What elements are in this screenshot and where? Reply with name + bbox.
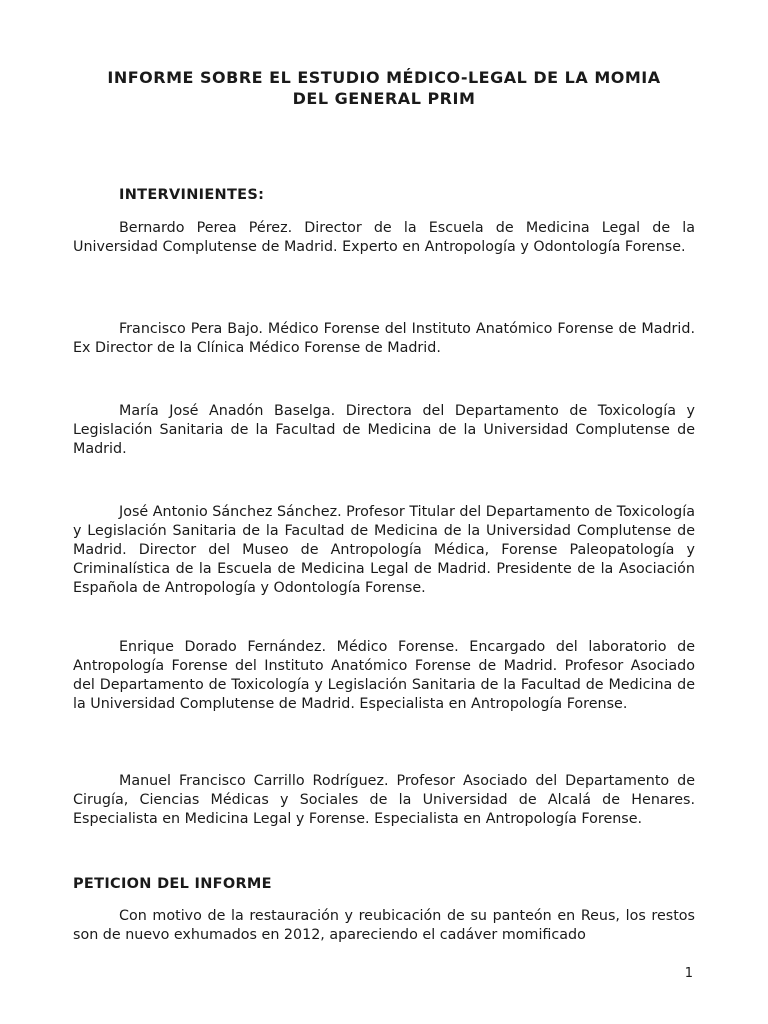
participant-paragraph: Manuel Francisco Carrillo Rodríguez. Profesor Asociado del Departamento de Cirugía, Ciencias Médicas y Sociales de la Universidad de Alcalá de Henares. Especialista en Medicina Legal y Forense. Especialista en Antropología Forense. xyxy=(73,773,695,827)
request-paragraph: Con motivo de la restauración y reubicación de su panteón en Reus, los restos son de nuevo exhumados en 2012, apareciendo el cadáver momificado xyxy=(73,908,695,943)
page-number: 1 xyxy=(684,966,693,981)
section-heading-peticion: PETICION DEL INFORME xyxy=(73,876,272,892)
participant-paragraph: Enrique Dorado Fernández. Médico Forense. Encargado del laboratorio de Antropología Forense del Instituto Anatómico Forense de Madrid. Profesor Asociado del Departamento de Toxicología y Legislación Sanitaria de la Facultad de Medicina de la Universidad Complutense de Madrid. Especialista en Antropología Forense. xyxy=(73,639,695,712)
participant-paragraph: Francisco Pera Bajo. Médico Forense del Instituto Anatómico Forense de Madrid. Ex Director de la Clínica Médico Forense de Madrid. xyxy=(73,321,695,356)
participant-paragraph: Bernardo Perea Pérez. Director de la Escuela de Medicina Legal de la Universidad Complutense de Madrid. Experto en Antropología y Odontología Forense. xyxy=(73,220,695,255)
document-title-line-1: INFORME SOBRE EL ESTUDIO MÉDICO-LEGAL DE LA MOMIA xyxy=(107,68,661,87)
participant-paragraph: José Antonio Sánchez Sánchez. Profesor Titular del Departamento de Toxicología y Legislación Sanitaria de la Facultad de Medicina de la Universidad Complutense de Madrid. Director del Museo de Antropología Médica, Forense Paleopatología y Criminalística de la Escuela de Medicina Legal de Madrid. Presidente de la Asociación Española de Antropología y Odontología Forense. xyxy=(73,504,695,596)
document-title xyxy=(60,67,708,109)
document-title-line-2: DEL GENERAL PRIM xyxy=(292,89,476,108)
participant-paragraph: María José Anadón Baselga. Directora del Departamento de Toxicología y Legislación Sanitaria de la Facultad de Medicina de la Universidad Complutense de Madrid. xyxy=(73,403,695,457)
section-heading-intervinientes: INTERVINIENTES: xyxy=(119,187,265,203)
